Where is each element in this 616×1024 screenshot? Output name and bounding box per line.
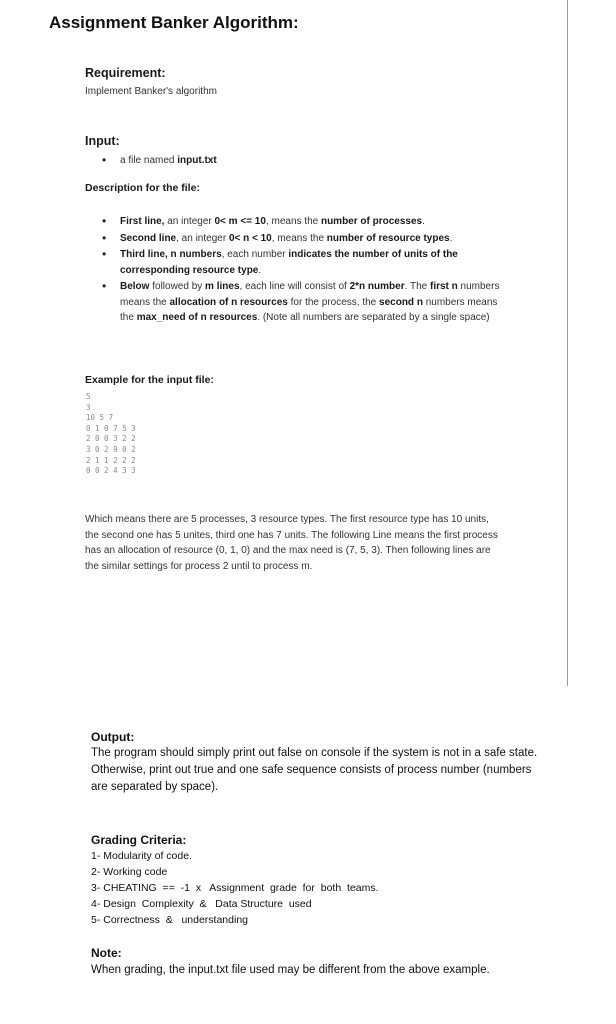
desc-run: numbers means the — [120, 296, 498, 323]
description-heading-wrap — [85, 182, 505, 194]
grading-section — [91, 833, 551, 928]
input-bullet — [85, 153, 505, 169]
grading-item: 1- Modularity of code. — [91, 850, 192, 862]
note-heading: Note: — [91, 946, 122, 960]
grading-heading: Grading Criteria: — [91, 833, 187, 847]
grading-item: 5- Correctness & understanding — [91, 914, 248, 926]
desc-run: . The — [404, 281, 430, 292]
desc-run: max_need of n resources — [136, 312, 258, 323]
desc-run: an integer — [164, 216, 215, 227]
description-item-third-line — [85, 247, 505, 278]
desc-run: , each number — [221, 249, 289, 260]
example-line: 0 1 0 7 5 3 — [86, 423, 136, 433]
output-section — [91, 730, 551, 796]
desc-run: for the process, the — [287, 296, 380, 308]
example-line: 3 0 2 9 0 2 — [86, 444, 136, 454]
desc-run: numbers means the — [120, 281, 500, 308]
description-heading: Description for the file: — [85, 182, 200, 194]
page-title: Assignment Banker Algorithm: — [49, 13, 299, 32]
example-line: 10 5 7 — [86, 413, 114, 423]
example-heading: Example for the input file: — [85, 374, 214, 386]
desc-run: , each line will consist of — [239, 281, 350, 292]
desc-run: m lines — [205, 281, 240, 292]
desc-run: Third line, n numbers — [120, 249, 222, 260]
desc-run: indicates the number of units of the corresponding resource type — [120, 249, 458, 276]
input-bullet-file: input.txt — [177, 155, 217, 166]
desc-run: Second line — [120, 232, 177, 244]
desc-run: , means the — [271, 232, 327, 244]
requirement-text: Implement Banker's algorithm — [85, 86, 217, 97]
desc-run: First line, — [120, 216, 165, 227]
example-file-content — [86, 392, 136, 477]
desc-run: number of resource types — [326, 232, 450, 244]
desc-run: , means the — [265, 216, 321, 227]
input-heading: Input: — [85, 134, 120, 148]
output-text: The program should simply print out false on console if the system is not in a safe state. Otherwise, print out true and one safe sequence consists of process number (numbers are separated by space). — [91, 747, 538, 793]
example-line: 3 — [86, 402, 91, 412]
note-section — [91, 946, 551, 979]
desc-run: . — [258, 264, 262, 276]
description-item-first-line — [85, 214, 505, 230]
description-list — [85, 214, 505, 327]
desc-run: , an integer — [176, 232, 229, 244]
desc-run: . — [449, 232, 453, 244]
page-edge-rule — [567, 0, 568, 686]
desc-run: 0< n < 10 — [228, 232, 272, 244]
desc-run: second n — [379, 296, 423, 308]
desc-run: . (Note all numbers are separated by a single space) — [257, 312, 490, 323]
grading-item: 3- CHEATING == -1 x Assignment grade for both teams. — [91, 882, 379, 894]
desc-run: number of processes — [320, 216, 423, 227]
input-list — [85, 153, 505, 169]
desc-run: first n — [429, 281, 458, 292]
desc-run: 0< m <= 10 — [214, 216, 266, 227]
grading-list — [91, 848, 551, 928]
desc-run: 2*n number — [349, 281, 405, 292]
grading-item: 4- Design Complexity & Data Structure used — [91, 898, 312, 910]
input-section — [85, 134, 505, 169]
example-line: 5 — [86, 392, 91, 401]
desc-run: Below — [120, 281, 150, 292]
requirement-heading: Requirement: — [85, 66, 166, 80]
desc-run: allocation of n resources — [169, 296, 288, 308]
description-item-second-line — [85, 231, 505, 247]
example-explanation: Which means there are 5 processes, 3 resource types. The first resource type has 10 units, the second one has 5 unites, third one has 7 units. The following Line means the first process has an allocation of resource (0, 1, 0) and the max need is (7, 5, 3). Then following lines are the similar settings for process 2 until to process m. — [85, 514, 498, 572]
example-heading-wrap — [85, 374, 505, 386]
description-item-below — [85, 279, 505, 326]
output-heading: Output: — [91, 730, 135, 744]
example-line: 0 0 2 4 3 3 — [86, 466, 136, 476]
input-bullet-prefix: a file named — [120, 155, 178, 166]
requirement-section — [85, 66, 505, 97]
grading-item: 2- Working code — [91, 866, 168, 878]
desc-run: followed by — [149, 281, 206, 292]
example-line: 2 1 1 2 2 2 — [86, 455, 136, 465]
note-text: When grading, the input.txt file used may be different from the above example. — [91, 964, 490, 976]
desc-run: . — [422, 216, 425, 227]
example-line: 2 0 0 3 2 2 — [86, 434, 136, 444]
